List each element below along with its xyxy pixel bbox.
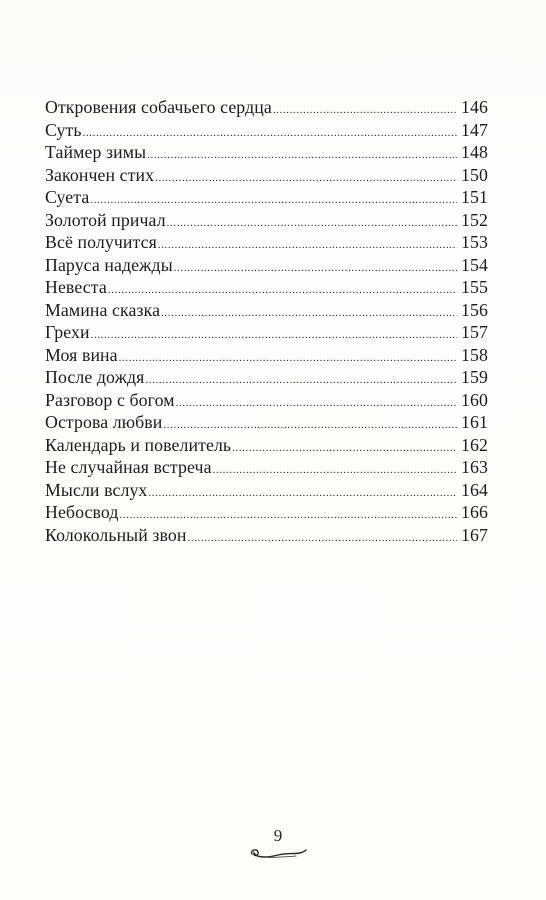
- toc-entry-page: 163: [461, 457, 488, 477]
- toc-entry-title: Разговор с богом: [45, 389, 175, 410]
- dot-leader: [213, 459, 457, 482]
- toc-entry-title: Золотой причал: [45, 209, 166, 230]
- toc-entry: [45, 456, 488, 479]
- toc-entry: [45, 209, 488, 232]
- toc-entry: [45, 231, 488, 254]
- dot-leader: [188, 527, 458, 550]
- toc-entry-page: 146: [461, 97, 488, 117]
- dot-leader: [161, 302, 457, 325]
- toc-entry: [45, 321, 488, 344]
- toc-entry-page: 154: [461, 254, 488, 275]
- toc-entry-title: Колокольный звон: [45, 524, 187, 545]
- dot-leader: [176, 392, 457, 415]
- toc-entry: [45, 434, 488, 457]
- toc-entry: [45, 141, 488, 164]
- toc-entry-page: 151: [461, 187, 488, 207]
- dot-leader: [145, 369, 457, 392]
- dot-leader: [155, 167, 457, 190]
- toc-entry-page: 159: [461, 367, 488, 387]
- toc-entry-title: Острова любви: [45, 412, 163, 432]
- toc-entry-page: 156: [461, 299, 488, 320]
- toc-entry: [45, 524, 488, 547]
- toc-entry-title: Таймер зимы: [45, 142, 147, 162]
- toc-entry-page: 147: [461, 119, 488, 140]
- toc-entry-title: Невеста: [45, 277, 107, 297]
- flourish-ornament-icon: [248, 845, 308, 863]
- toc-entry-title: Паруса надежды: [45, 254, 173, 275]
- toc-entry-page: 161: [461, 412, 488, 432]
- toc-entry-page: 158: [461, 344, 488, 365]
- toc-entry-title: После дождя: [45, 367, 145, 387]
- toc-entry-page: 167: [461, 524, 488, 545]
- toc-entry-page: 164: [461, 479, 488, 500]
- toc-entry-title: Откровения собачьего сердца: [45, 97, 272, 117]
- toc-entry-page: 155: [461, 277, 488, 297]
- toc-entry-title: Мысли вслух: [45, 479, 148, 500]
- toc-entry: [45, 344, 488, 367]
- dot-leader: [167, 212, 457, 235]
- toc-entry: [45, 479, 488, 502]
- toc-entry: [45, 186, 488, 209]
- toc-entry-title: Небосвод: [45, 502, 119, 522]
- toc-entry-title: Грехи: [45, 322, 90, 342]
- toc-entry-title: Календарь и повелитель: [45, 434, 232, 455]
- toc-entry: [45, 276, 488, 299]
- dot-leader: [91, 324, 457, 347]
- toc-entry: [45, 411, 488, 434]
- toc-entry: [45, 299, 488, 322]
- toc-entry: [45, 119, 488, 142]
- toc-entry: [45, 96, 488, 119]
- toc-entry-title: Моя вина: [45, 344, 118, 365]
- toc-entry: [45, 366, 488, 389]
- toc-entry-title: Мамина сказка: [45, 299, 161, 320]
- dot-leader: [148, 482, 457, 505]
- dot-leader: [147, 144, 457, 167]
- toc-entry: [45, 389, 488, 412]
- dot-leader: [119, 347, 457, 370]
- toc-entry-title: Не случайная встреча: [45, 457, 212, 477]
- table-of-contents: [45, 96, 488, 546]
- toc-entry-page: 152: [461, 209, 488, 230]
- toc-entry-page: 153: [461, 232, 488, 252]
- toc-entry-page: 157: [461, 322, 488, 342]
- dot-leader: [273, 99, 457, 122]
- toc-entry-title: Суета: [45, 187, 90, 207]
- toc-entry-page: 162: [461, 434, 488, 455]
- toc-entry: [45, 164, 488, 187]
- toc-entry-title: Всё получится: [45, 232, 157, 252]
- dot-leader: [174, 257, 457, 280]
- toc-entry-page: 160: [461, 389, 488, 410]
- toc-entry: [45, 254, 488, 277]
- dot-leader: [108, 279, 457, 302]
- page-number: 9: [273, 826, 283, 845]
- dot-leader: [232, 437, 457, 460]
- toc-entry-page: 166: [461, 502, 488, 522]
- dot-leader: [158, 234, 457, 257]
- page-folio: [248, 826, 308, 866]
- toc-entry-page: 150: [461, 164, 488, 185]
- toc-entry: [45, 501, 488, 524]
- toc-entry-title: Суть: [45, 119, 82, 140]
- toc-entry-page: 148: [461, 142, 488, 162]
- toc-entry-title: Закончен стих: [45, 164, 155, 185]
